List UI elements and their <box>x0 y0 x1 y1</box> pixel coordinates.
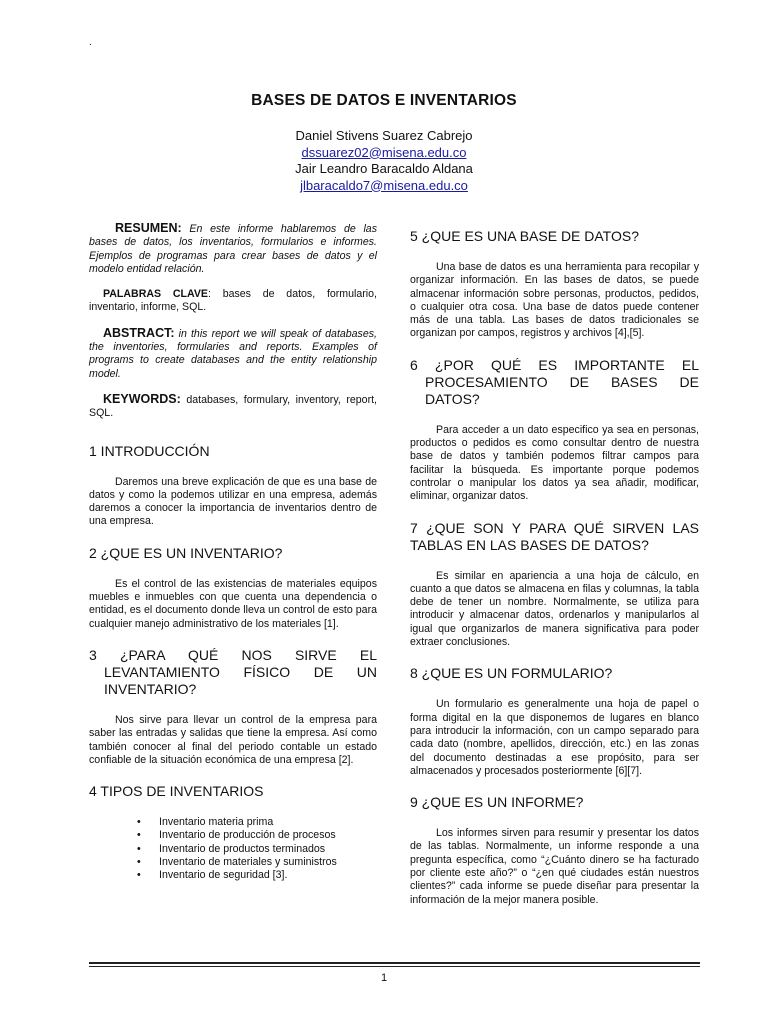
resumen-text: En este informe hablaremos de las bases de datos, los inventarios, formularios e informes. Ejemplos de programas para crear bases de datos y el modelo entidad relación. <box>89 223 378 275</box>
palabras-clave-text: : bases de datos, formulario, inventario, informe, SQL. <box>89 288 377 314</box>
author-name: Daniel Stivens Suarez Cabrejo <box>295 128 473 143</box>
section-body-1-text: Daremos una breve explicación de que es una base de datos y como la podemos utilizar en una empresa, además daremos a conocer la importancia de inventarios dentro de una empresa. <box>89 475 377 528</box>
abstract-label: ABSTRACT: <box>103 325 175 340</box>
section-heading-3: 3 ¿PARA QUÉ NOS SIRVE EL LEVANTAMIENTO FÍSICO DE UN INVENTARIO? <box>89 646 377 697</box>
section-body-3 <box>89 714 377 767</box>
section-heading-2: 2 ¿QUE ES UN INVENTARIO? <box>89 544 283 561</box>
section-body-8 <box>410 698 699 778</box>
section-heading-7: 7 ¿QUE SON Y PARA QUÉ SIRVEN LAS TABLAS EN LAS BASES DE DATOS? <box>410 519 699 553</box>
section-body-2-text: Es el control de las existencias de materiales equipos muebles e inmuebles con que cuenta una dependencia o entidad, es el documento donde lleva un control de esto para cualquier manejo administrativo de los materiales [1]. <box>89 577 377 630</box>
author-name: Jair Leandro Baracaldo Aldana <box>295 161 473 176</box>
palabras-clave-label: PALABRAS CLAVE <box>103 288 208 301</box>
section-body-1 <box>89 476 377 529</box>
section-body-6 <box>410 424 699 504</box>
header-dot: . <box>89 37 92 48</box>
resumen-label: RESUMEN: <box>115 221 182 235</box>
resumen-paragraph <box>89 222 377 276</box>
section-body-3-text: Nos sirve para llevar un control de la empresa para saber las entradas y salidas que tiene la empresa. Así como también conocer al final del periodo contable un estado confiable de la situación económica de una empresa [2]. <box>89 713 377 766</box>
paper-title: BASES DE DATOS E INVENTARIOS <box>251 92 517 109</box>
section-body-7-text: Es similar en apariencia a una hoja de cálculo, en cuanto a que datos se almacena en filas y columnas, la tabla debe de tener un nombre. Normalmente, se utiliza para introducir y almacenar datos, ordenarlos y manipularlos al igual que organizarlos de manera significativa para poder extraer conclusiones. <box>410 569 699 649</box>
author-email-link[interactable]: jlbaracaldo7@misena.edu.co <box>300 177 468 193</box>
section-body-5 <box>410 261 699 341</box>
section-heading-6: 6 ¿POR QUÉ ES IMPORTANTE EL PROCESAMIENTO DE BASES DE DATOS? <box>410 356 699 407</box>
section-body-6-text: Para acceder a un dato especifico ya sea en personas, productos o pedidos es como consultar dentro de nuestra base de datos y también podemos filtrar campos para facilitar la búsqueda. Es importante porque podemos controlar o manipular los datos ya sea añadir, modificar, eliminar, organizar datos. <box>410 423 699 503</box>
section-heading-5: 5 ¿QUE ES UNA BASE DE DATOS? <box>410 228 639 244</box>
list-item: • Inventario de productos terminados <box>159 843 377 856</box>
inventory-types-list <box>89 816 377 882</box>
section-body-5-text: Una base de datos es una herramienta para recopilar y organizar información. En las bases de datos, se puede almacenar información sobre personas, productos, pedidos, o cualquier otra cosa. Una base de datos puede contener más de una tabla. Las bases de datos tradicionales se organizan por campos, registros y archivos [4],[5]. <box>410 261 699 340</box>
section-body-8-text: Un formulario es generalmente una hoja de papel o forma digital en la que disponemos de lugares en blanco para introducir la información, con un campo separado para cada dato (nombre, apellidos, dirección, etc.) en las zonas del documento destinadas a ese propósito, para ser almacenados y procesados posteriormente [6][7]. <box>410 698 699 777</box>
right-column <box>410 222 699 907</box>
section-heading-8: 8 ¿QUE ES UN FORMULARIO? <box>410 665 613 682</box>
keywords-paragraph <box>89 393 377 421</box>
section-body-9-text: Los informes sirven para resumir y presentar los datos de las tablas. Normalmente, un informe responde a una pregunta específica, como “¿Cuánto dinero se ha facturado por cliente este año?” o “¿en qué ciudades están nuestros clientes?” cada informe se puede diseñar para presentar la información de la mejor manera posible. <box>410 827 699 906</box>
section-body-7 <box>410 570 699 650</box>
list-item: • Inventario de materiales y suministros <box>159 856 377 869</box>
palabras-clave-paragraph <box>89 288 377 315</box>
keywords-label: KEYWORDS: <box>103 391 181 406</box>
left-column <box>89 222 377 883</box>
page-number: 1 <box>380 972 388 984</box>
author-email-link[interactable]: dssuarez02@misena.edu.co <box>301 144 467 160</box>
section-heading-9: 9 ¿QUE ES UN INFORME? <box>410 794 584 811</box>
footer-rule <box>89 962 700 967</box>
list-item: • Inventario de producción de procesos <box>159 829 377 842</box>
section-heading-4: 4 TIPOS DE INVENTARIOS <box>89 783 264 800</box>
keywords-text: databases, formulary, inventory, report, SQL. <box>89 393 377 420</box>
list-item: • Inventario de seguridad [3]. <box>159 869 377 882</box>
author-block <box>0 128 768 194</box>
abstract-text: in this report we will speak of databases, the inventories, formularies and reports. Examples of programs to create databases and the entity relationship model. <box>89 327 377 380</box>
section-body-9 <box>410 827 699 907</box>
section-heading-1: 1 INTRODUCCIÓN <box>89 442 210 459</box>
abstract-paragraph <box>89 327 377 381</box>
section-body-2 <box>89 578 377 631</box>
list-item: • Inventario materia prima <box>159 816 377 829</box>
